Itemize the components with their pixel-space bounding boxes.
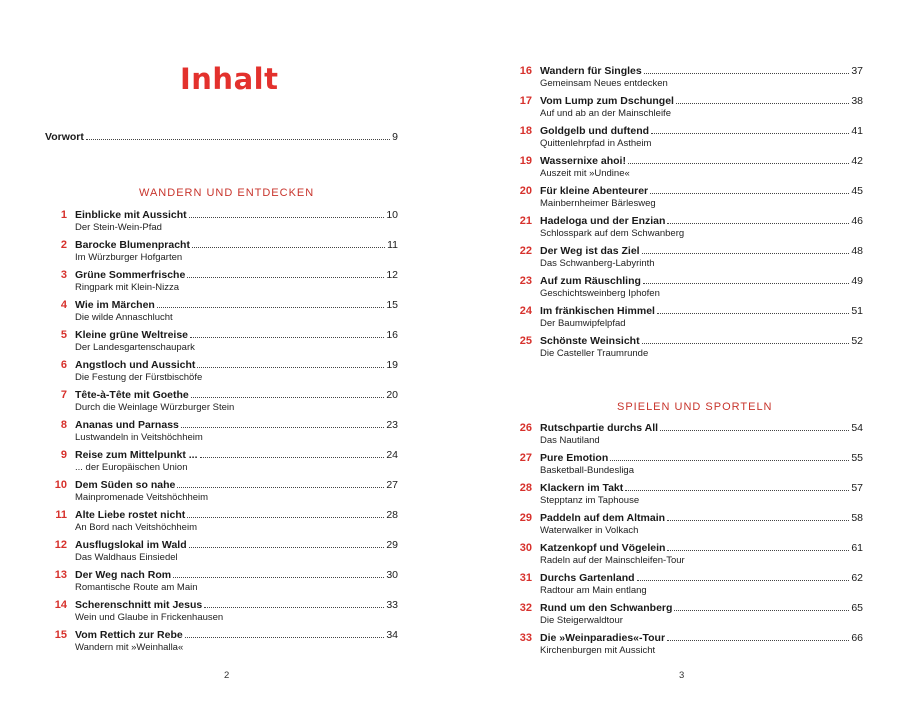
- entry-title: Für kleine Abenteurer: [540, 185, 649, 197]
- entry-number: 23: [519, 275, 532, 287]
- entry-number: 11: [55, 509, 67, 521]
- entry-title: Ausflugslokal im Wald: [75, 539, 187, 551]
- toc-entry: [45, 299, 398, 329]
- entry-line: [540, 482, 863, 494]
- entry-subtitle: Auf und ab an der Mainschleife: [540, 108, 671, 119]
- entry-number: 9: [60, 449, 67, 461]
- entry-subtitle: Gemeinsam Neues entdecken: [540, 78, 668, 89]
- entry-subtitle: Radeln auf der Mainschleifen-Tour: [540, 555, 685, 566]
- entry-page: 52: [851, 335, 863, 347]
- entry-page: 51: [851, 305, 863, 317]
- toc-entry: [45, 509, 398, 539]
- entry-page: 58: [851, 512, 863, 524]
- entry-line: [540, 512, 863, 524]
- entry-line: [75, 449, 398, 461]
- entry-subtitle: Mainbernheimer Bärlesweg: [540, 198, 656, 209]
- entry-number: 15: [54, 629, 67, 641]
- dot-leader: [676, 103, 849, 104]
- entry-subtitle: Radtour am Main entlang: [540, 585, 647, 596]
- entry-line: [540, 65, 863, 77]
- dot-leader: [642, 253, 850, 254]
- entry-line: [75, 299, 398, 311]
- entry-page: 48: [851, 245, 863, 257]
- entry-line: [540, 602, 863, 614]
- entry-page: 38: [851, 95, 863, 107]
- entry-subtitle: Der Stein-Wein-Pfad: [75, 222, 162, 233]
- entry-subtitle: Waterwalker in Volkach: [540, 525, 639, 536]
- entry-line: [540, 542, 863, 554]
- dot-leader: [637, 580, 850, 581]
- entry-line: [75, 209, 398, 221]
- entry-title: Scherenschnitt mit Jesus: [75, 599, 203, 611]
- entry-page: 10: [386, 209, 398, 221]
- entry-page: 12: [386, 269, 398, 281]
- entry-subtitle: Kirchenburgen mit Aussicht: [540, 645, 656, 656]
- entry-line: [75, 239, 398, 251]
- entry-title: Alte Liebe rostet nicht: [75, 509, 186, 521]
- entry-title: Klackern im Takt: [540, 482, 624, 494]
- entry-subtitle: Stepptanz im Taphouse: [540, 495, 640, 506]
- entry-subtitle: ... der Europäischen Union: [75, 462, 188, 473]
- entry-line: [75, 599, 398, 611]
- entry-title: Reise zum Mittelpunkt ...: [75, 449, 198, 461]
- dot-leader: [667, 223, 849, 224]
- entry-subtitle: Der Landesgartenschaupark: [75, 342, 195, 353]
- entry-title: Wandern für Singles: [540, 65, 642, 77]
- entry-number: 22: [519, 245, 532, 257]
- entry-subtitle: Durch die Weinlage Würzburger Stein: [75, 402, 235, 413]
- entry-page: 46: [851, 215, 863, 227]
- entry-line: [540, 245, 863, 257]
- vorwort-entry: [45, 131, 398, 143]
- entry-page: 61: [851, 542, 863, 554]
- entry-title: Tête-à-Tête mit Goethe: [75, 389, 189, 401]
- entry-line: [540, 275, 863, 287]
- entry-number: 32: [519, 602, 532, 614]
- dot-leader: [192, 247, 385, 248]
- entry-title: Wie im Märchen: [75, 299, 155, 311]
- toc-entry: [510, 335, 863, 365]
- dot-leader: [181, 427, 384, 428]
- entry-title: Einblicke mit Aussicht: [75, 209, 187, 221]
- entry-subtitle: Lustwandeln in Veitshöchheim: [75, 432, 203, 443]
- toc-entry: [510, 65, 863, 95]
- toc-list-left: [45, 209, 398, 659]
- dot-leader: [651, 133, 849, 134]
- toc-entry: [510, 482, 863, 512]
- entry-line: [75, 509, 398, 521]
- toc-entry: [510, 512, 863, 542]
- toc-entry: [45, 389, 398, 419]
- entry-page: 55: [851, 452, 863, 464]
- entry-line: [540, 422, 863, 434]
- toc-entry: [510, 452, 863, 482]
- toc-entry: [45, 359, 398, 389]
- entry-line: [75, 539, 398, 551]
- entry-subtitle: Das Waldhaus Einsiedel: [75, 552, 178, 563]
- entry-line: [540, 95, 863, 107]
- dot-leader: [200, 457, 385, 458]
- entry-page: 20: [386, 389, 398, 401]
- entry-subtitle: Geschichtsweinberg Iphofen: [540, 288, 660, 299]
- entry-line: [540, 305, 863, 317]
- entry-subtitle: Die Steigerwaldtour: [540, 615, 623, 626]
- dot-leader: [650, 193, 849, 194]
- right-page: [455, 0, 910, 701]
- entry-number: 14: [54, 599, 67, 611]
- entry-subtitle: Das Nautiland: [540, 435, 600, 446]
- vorwort-page: 9: [392, 131, 398, 143]
- toc-entry: [510, 185, 863, 215]
- entry-title: Der Weg nach Rom: [75, 569, 172, 581]
- toc-entry: [45, 569, 398, 599]
- entry-subtitle: Auszeit mit »Undine«: [540, 168, 630, 179]
- entry-title: Schönste Weinsicht: [540, 335, 640, 347]
- entry-page: 28: [386, 509, 398, 521]
- entry-number: 2: [60, 239, 67, 251]
- dot-leader: [660, 430, 849, 431]
- entry-page: 65: [851, 602, 863, 614]
- entry-subtitle: Der Baumwipfelpfad: [540, 318, 626, 329]
- dot-leader: [187, 277, 384, 278]
- entry-number: 28: [519, 482, 532, 494]
- entry-page: 16: [386, 329, 398, 341]
- entry-title: Die »Weinparadies«-Tour: [540, 632, 666, 644]
- entry-line: [540, 125, 863, 137]
- entry-number: 6: [60, 359, 67, 371]
- toc-entry: [510, 155, 863, 185]
- entry-subtitle: Das Schwanberg-Labyrinth: [540, 258, 655, 269]
- entry-page: 33: [386, 599, 398, 611]
- entry-page: 29: [386, 539, 398, 551]
- entry-line: [540, 185, 863, 197]
- entry-subtitle: Wandern mit »Weinhalla«: [75, 642, 184, 653]
- dot-leader: [674, 610, 849, 611]
- dot-leader: [189, 547, 385, 548]
- entry-line: [75, 419, 398, 431]
- section-heading-wandern: WANDERN UND ENTDECKEN: [139, 187, 315, 199]
- entry-line: [540, 215, 863, 227]
- entry-subtitle: Mainpromenade Veitshöchheim: [75, 492, 209, 503]
- entry-title: Goldgelb und duftend: [540, 125, 650, 137]
- entry-page: 62: [851, 572, 863, 584]
- entry-number: 25: [519, 335, 532, 347]
- dot-leader: [197, 367, 384, 368]
- toc-entry: [510, 305, 863, 335]
- dot-leader: [625, 490, 849, 491]
- entry-title: Vom Rettich zur Rebe: [75, 629, 183, 641]
- dot-leader: [189, 217, 385, 218]
- entry-number: 10: [54, 479, 67, 491]
- entry-line: [75, 329, 398, 341]
- toc-entry: [510, 215, 863, 245]
- entry-number: 30: [519, 542, 532, 554]
- dot-leader: [157, 307, 384, 308]
- entry-subtitle: Quittenlehrpfad in Astheim: [540, 138, 652, 149]
- vorwort-label: Vorwort: [45, 131, 84, 143]
- entry-number: 13: [54, 569, 67, 581]
- dot-leader: [644, 73, 850, 74]
- toc-entry: [45, 329, 398, 359]
- dot-leader: [667, 640, 849, 641]
- entry-line: [75, 389, 398, 401]
- entry-line: [75, 569, 398, 581]
- entry-title: Ananas und Parnass: [75, 419, 179, 431]
- toc-entry: [45, 449, 398, 479]
- dot-leader: [173, 577, 384, 578]
- entry-title: Vom Lump zum Dschungel: [540, 95, 674, 107]
- entry-title: Rutschpartie durchs All: [540, 422, 659, 434]
- entry-page: 45: [851, 185, 863, 197]
- entry-page: 15: [386, 299, 398, 311]
- entry-title: Dem Süden so nahe: [75, 479, 176, 491]
- entry-page: 23: [386, 419, 398, 431]
- toc-list-right-b: [510, 422, 863, 662]
- toc-entry: [510, 95, 863, 125]
- page-number: 2: [224, 670, 230, 681]
- dot-leader: [86, 139, 390, 140]
- toc-entry: [45, 629, 398, 659]
- toc-entry: [45, 239, 398, 269]
- section-heading-spielen: SPIELEN UND SPORTELN: [617, 401, 773, 413]
- entry-number: 18: [519, 125, 532, 137]
- dot-leader: [667, 520, 849, 521]
- entry-page: 27: [386, 479, 398, 491]
- toc-entry: [510, 542, 863, 572]
- entry-title: Hadeloga und der Enzian: [540, 215, 666, 227]
- dot-leader: [657, 313, 849, 314]
- dot-leader: [667, 550, 849, 551]
- dot-leader: [177, 487, 384, 488]
- entry-page: 19: [386, 359, 398, 371]
- entry-title: Wassernixe ahoi!: [540, 155, 626, 167]
- entry-subtitle: Die Casteller Traumrunde: [540, 348, 649, 359]
- entry-title: Paddeln auf dem Altmain: [540, 512, 666, 524]
- entry-page: 37: [851, 65, 863, 77]
- entry-page: 24: [386, 449, 398, 461]
- entry-subtitle: An Bord nach Veitshöchheim: [75, 522, 197, 533]
- entry-page: 54: [851, 422, 863, 434]
- entry-subtitle: Schlosspark auf dem Schwanberg: [540, 228, 685, 239]
- entry-number: 24: [519, 305, 532, 317]
- toc-entry: [510, 632, 863, 662]
- entry-title: Auf zum Räuschling: [540, 275, 641, 287]
- dot-leader: [628, 163, 849, 164]
- entry-line: [75, 629, 398, 641]
- entry-title: Durchs Gartenland: [540, 572, 635, 584]
- entry-page: 41: [851, 125, 863, 137]
- entry-title: Der Weg ist das Ziel: [540, 245, 640, 257]
- entry-title: Katzenkopf und Vögelein: [540, 542, 666, 554]
- toc-entry: [510, 602, 863, 632]
- toc-entry: [510, 275, 863, 305]
- dot-leader: [204, 607, 384, 608]
- toc-entry: [45, 539, 398, 569]
- toc-list-right-a: [510, 65, 863, 365]
- dot-leader: [642, 343, 850, 344]
- entry-line: [75, 479, 398, 491]
- toc-entry: [45, 599, 398, 629]
- entry-subtitle: Die wilde Annaschlucht: [75, 312, 173, 323]
- entry-number: 4: [60, 299, 67, 311]
- entry-number: 20: [519, 185, 532, 197]
- entry-page: 49: [851, 275, 863, 287]
- entry-number: 26: [519, 422, 532, 434]
- entry-line: [540, 452, 863, 464]
- dot-leader: [191, 397, 385, 398]
- entry-number: 3: [60, 269, 67, 281]
- entry-line: [540, 632, 863, 644]
- toc-entry: [510, 572, 863, 602]
- entry-page: 34: [386, 629, 398, 641]
- entry-page: 57: [851, 482, 863, 494]
- dot-leader: [610, 460, 849, 461]
- toc-entry: [510, 422, 863, 452]
- toc-entry: [510, 125, 863, 155]
- entry-title: Rund um den Schwanberg: [540, 602, 673, 614]
- entry-line: [540, 335, 863, 347]
- entry-title: Barocke Blumenpracht: [75, 239, 190, 251]
- entry-page: 30: [386, 569, 398, 581]
- entry-title: Grüne Sommerfrische: [75, 269, 186, 281]
- entry-number: 19: [519, 155, 532, 167]
- entry-line: [75, 359, 398, 371]
- toc-entry: [45, 269, 398, 299]
- entry-page: 66: [851, 632, 863, 644]
- toc-entry: [510, 245, 863, 275]
- entry-title: Kleine grüne Weltreise: [75, 329, 189, 341]
- dot-leader: [643, 283, 849, 284]
- dot-leader: [190, 337, 384, 338]
- entry-number: 27: [519, 452, 532, 464]
- entry-number: 29: [519, 512, 532, 524]
- page-title: Inhalt: [180, 62, 279, 96]
- entry-number: 5: [60, 329, 67, 341]
- toc-entry: [45, 479, 398, 509]
- entry-title: Pure Emotion: [540, 452, 609, 464]
- entry-subtitle: Im Würzburger Hofgarten: [75, 252, 183, 263]
- entry-page: 42: [851, 155, 863, 167]
- page-number: 3: [679, 670, 685, 681]
- dot-leader: [185, 637, 385, 638]
- entry-line: [540, 572, 863, 584]
- toc-entry: [45, 209, 398, 239]
- entry-title: Angstloch und Aussicht: [75, 359, 196, 371]
- toc-entry: [45, 419, 398, 449]
- entry-line: [540, 155, 863, 167]
- entry-page: 11: [387, 239, 398, 251]
- dot-leader: [187, 517, 384, 518]
- entry-number: 31: [519, 572, 532, 584]
- entry-number: 12: [54, 539, 67, 551]
- entry-number: 17: [519, 95, 532, 107]
- entry-subtitle: Wein und Glaube in Frickenhausen: [75, 612, 224, 623]
- entry-number: 21: [519, 215, 532, 227]
- entry-number: 7: [60, 389, 67, 401]
- entry-line: [75, 269, 398, 281]
- entry-subtitle: Romantische Route am Main: [75, 582, 198, 593]
- entry-number: 16: [519, 65, 532, 77]
- entry-number: 33: [519, 632, 532, 644]
- entry-number: 8: [60, 419, 67, 431]
- entry-subtitle: Basketball-Bundesliga: [540, 465, 635, 476]
- entry-subtitle: Die Festung der Fürstbischöfe: [75, 372, 203, 383]
- entry-subtitle: Ringpark mit Klein-Nizza: [75, 282, 180, 293]
- entry-number: 1: [60, 209, 67, 221]
- entry-title: Im fränkischen Himmel: [540, 305, 655, 317]
